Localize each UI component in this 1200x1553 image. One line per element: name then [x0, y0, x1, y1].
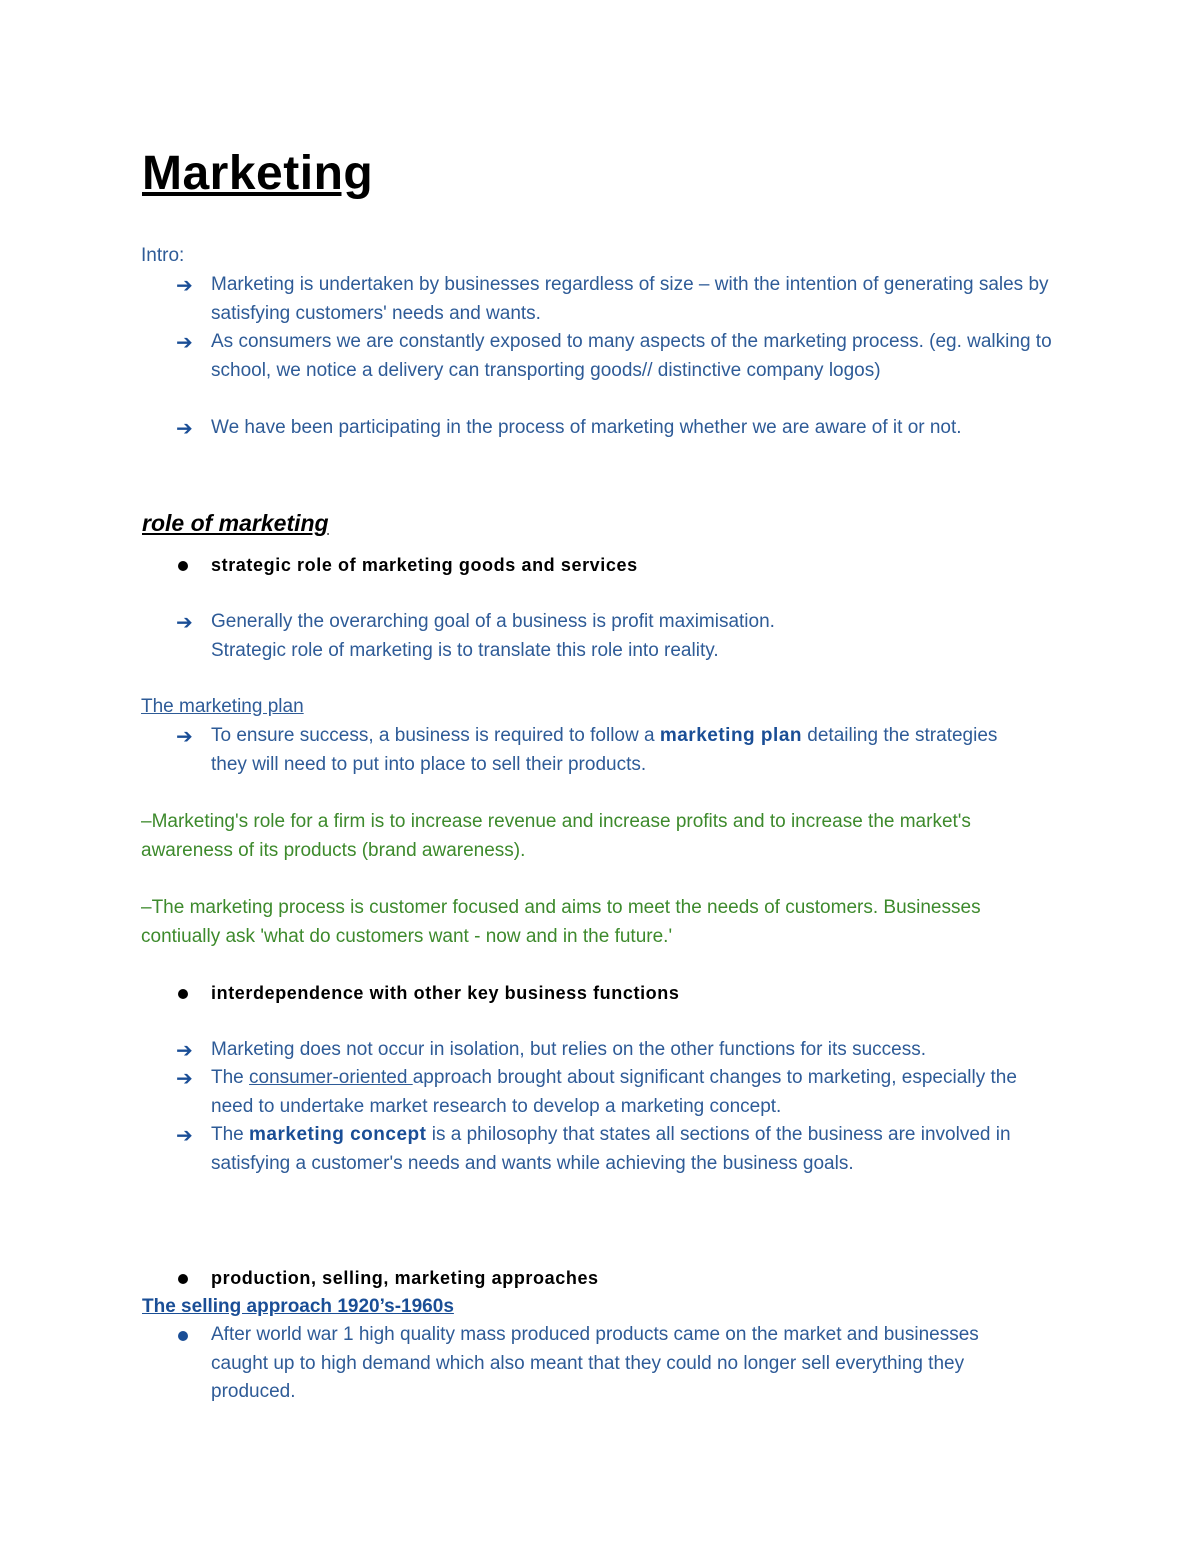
bullet-icon: [178, 1274, 188, 1284]
list-item-text: Marketing is undertaken by businesses regardless of size – with the intention of generating sales by satisfying customers' needs and wants.: [211, 274, 1049, 324]
subheading: production, selling, marketing approaches: [211, 1268, 599, 1288]
bullet-icon: [178, 989, 188, 999]
text-span: The: [211, 1124, 250, 1145]
marketing-plan-heading: The marketing plan: [141, 696, 304, 717]
bullet-icon: [178, 1331, 188, 1341]
arrow-icon: ➔: [176, 273, 193, 297]
list-item-text: We have been participating in the process of marketing whether we are aware of it or not.: [211, 417, 962, 438]
selling-approach-heading: The selling approach 1920’s-1960s: [142, 1296, 454, 1317]
arrow-icon: ➔: [176, 724, 193, 748]
text-line: Strategic role of marketing is to translate this role into reality.: [211, 639, 719, 661]
text-span: The: [211, 1067, 250, 1088]
underlined-term: consumer-oriented: [249, 1067, 413, 1088]
text-span: is a philosophy that states all sections of the business are involved in satisfying a customer's needs and wants while achieving the business goals.: [211, 1124, 1011, 1174]
arrow-icon: ➔: [176, 1038, 193, 1062]
arrow-icon: ➔: [176, 1123, 193, 1147]
bold-term: marketing plan: [659, 725, 802, 746]
arrow-icon: ➔: [176, 1066, 193, 1090]
subheading: strategic role of marketing goods and services: [211, 555, 638, 575]
text-span: detailing the strategies they will need to put into place to sell their products.: [211, 725, 998, 775]
page-title: Marketing: [142, 147, 374, 200]
bullet-icon: [178, 561, 188, 571]
text-line: Generally the overarching goal of a business is profit maximisation.: [211, 611, 775, 632]
list-item-text: Marketing does not occur in isolation, but relies on the other functions for its success.: [211, 1039, 926, 1060]
list-item-text: After world war 1 high quality mass produced products came on the market and businesses caught up to high demand which also meant that they could no longer sell everything they produced.: [211, 1324, 979, 1402]
arrow-icon: ➔: [176, 610, 193, 634]
text-span: approach brought about significant changes to marketing, especially the need to undertake market research to develop a marketing concept.: [211, 1067, 1017, 1117]
list-item-text: [211, 1064, 1031, 1121]
list-item-text: [211, 722, 1031, 779]
text-span: To ensure success, a business is required to follow a: [211, 725, 660, 746]
list-item-text: [211, 1121, 1061, 1178]
arrow-icon: ➔: [176, 416, 193, 440]
list-item-text: As consumers we are constantly exposed to many aspects of the marketing process. (eg. walking to school, we notice a delivery can transporting goods// distinctive company logos): [211, 331, 1052, 381]
bold-term: marketing concept: [249, 1124, 427, 1145]
green-paragraph: –The marketing process is customer focused and aims to meet the needs of customers. Businesses contiually ask 'what do customers want - now and in the future.': [141, 897, 981, 947]
green-paragraph: –Marketing's role for a firm is to increase revenue and increase profits and to increase the market's awareness of its products (brand awareness).: [141, 811, 971, 861]
intro-label: Intro:: [141, 245, 185, 266]
section-heading: role of marketing: [142, 510, 329, 536]
arrow-icon: ➔: [176, 330, 193, 354]
subheading: interdependence with other key business functions: [211, 983, 680, 1003]
list-item-text: [211, 608, 1071, 665]
